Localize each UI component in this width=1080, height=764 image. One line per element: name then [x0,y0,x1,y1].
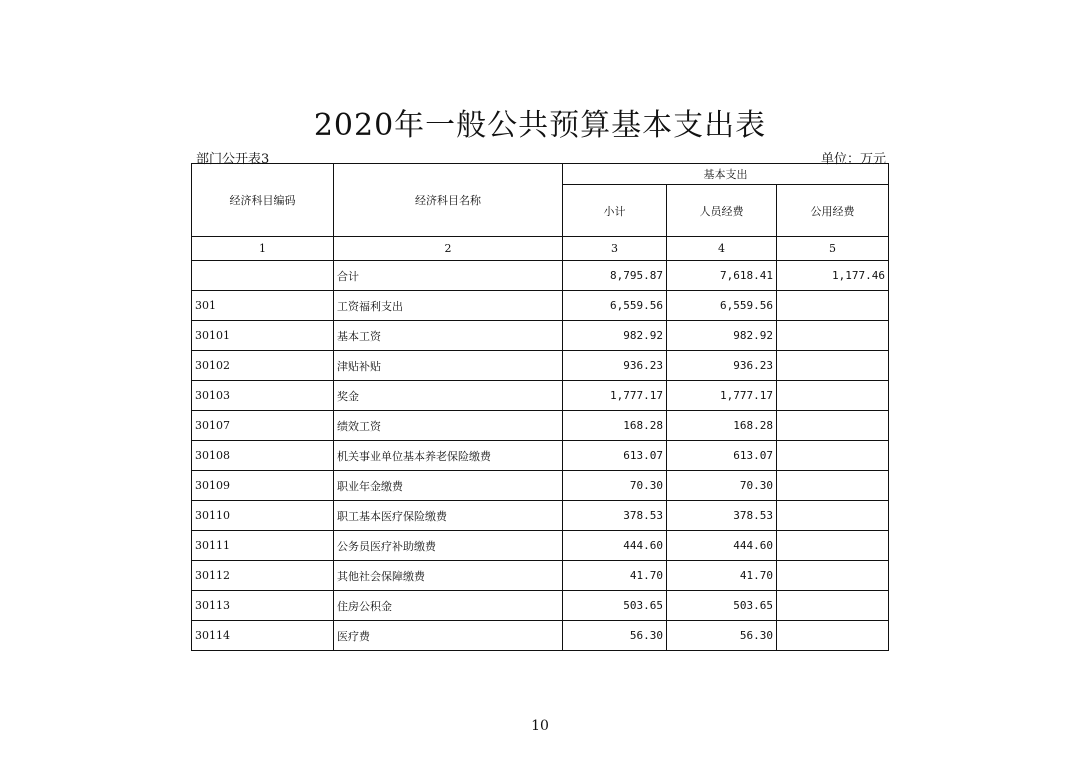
cell-personnel: 503.65 [667,591,777,621]
header-personnel: 人员经费 [667,185,777,237]
table-row [192,531,889,561]
cell-name: 奖金 [334,381,563,411]
cell-name: 职工基本医疗保险缴费 [334,501,563,531]
table-row [192,411,889,441]
cell-name: 绩效工资 [334,411,563,441]
cell-personnel: 613.07 [667,441,777,471]
cell-code [192,261,334,291]
cell-public [777,501,889,531]
cell-subtotal: 982.92 [563,321,667,351]
cell-personnel: 444.60 [667,531,777,561]
cell-name: 合计 [334,261,563,291]
cell-name: 基本工资 [334,321,563,351]
cell-code: 30101 [192,321,334,351]
table-row [192,381,889,411]
header-public: 公用经费 [777,185,889,237]
cell-code: 301 [192,291,334,321]
table-row [192,291,889,321]
cell-public [777,621,889,651]
cell-personnel: 168.28 [667,411,777,441]
cell-subtotal: 70.30 [563,471,667,501]
cell-personnel: 7,618.41 [667,261,777,291]
cell-public [777,411,889,441]
cell-personnel: 1,777.17 [667,381,777,411]
cell-code: 30108 [192,441,334,471]
table-row-total [192,261,889,291]
cell-subtotal: 936.23 [563,351,667,381]
table-row [192,321,889,351]
cell-personnel: 6,559.56 [667,291,777,321]
cell-subtotal: 56.30 [563,621,667,651]
cell-code: 30110 [192,501,334,531]
cell-subtotal: 1,777.17 [563,381,667,411]
page-number: 10 [531,718,549,734]
table-number: 部门公开表3 [196,152,270,167]
cell-name: 津贴补贴 [334,351,563,381]
cell-code: 30103 [192,381,334,411]
cell-public [777,351,889,381]
cell-public [777,471,889,501]
cell-public [777,441,889,471]
cell-subtotal: 444.60 [563,531,667,561]
cell-name: 住房公积金 [334,591,563,621]
col-number: 5 [777,237,889,261]
cell-subtotal: 503.65 [563,591,667,621]
cell-name: 职业年金缴费 [334,471,563,501]
col-number: 2 [334,237,563,261]
table-row [192,501,889,531]
cell-personnel: 936.23 [667,351,777,381]
cell-name: 工资福利支出 [334,291,563,321]
cell-subtotal: 6,559.56 [563,291,667,321]
cell-subtotal: 613.07 [563,441,667,471]
cell-subtotal: 378.53 [563,501,667,531]
cell-code: 30111 [192,531,334,561]
cell-personnel: 41.70 [667,561,777,591]
cell-code: 30112 [192,561,334,591]
table-row [192,471,889,501]
cell-public: 1,177.46 [777,261,889,291]
cell-code: 30107 [192,411,334,441]
col-number: 1 [192,237,334,261]
cell-public [777,321,889,351]
cell-name: 其他社会保障缴费 [334,561,563,591]
header-subtotal: 小计 [563,185,667,237]
cell-name: 机关事业单位基本养老保险缴费 [334,441,563,471]
page-title: 2020年一般公共预算基本支出表 [313,108,767,143]
table-row [192,561,889,591]
cell-public [777,591,889,621]
cell-code: 30114 [192,621,334,651]
cell-subtotal: 41.70 [563,561,667,591]
col-number: 4 [667,237,777,261]
cell-public [777,291,889,321]
cell-code: 30113 [192,591,334,621]
cell-personnel: 378.53 [667,501,777,531]
header-name: 经济科目名称 [334,164,563,237]
cell-personnel: 70.30 [667,471,777,501]
header-code: 经济科目编码 [192,164,334,237]
table-row [192,351,889,381]
table-row [192,591,889,621]
unit-label: 单位：万元 [820,152,886,167]
cell-public [777,381,889,411]
cell-code: 30102 [192,351,334,381]
cell-name: 医疗费 [334,621,563,651]
table-row [192,621,889,651]
table-row [192,441,889,471]
cell-subtotal: 168.28 [563,411,667,441]
cell-code: 30109 [192,471,334,501]
col-number: 3 [563,237,667,261]
header-group-basic: 基本支出 [563,164,889,185]
cell-personnel: 982.92 [667,321,777,351]
cell-name: 公务员医疗补助缴费 [334,531,563,561]
cell-public [777,531,889,561]
cell-subtotal: 8,795.87 [563,261,667,291]
cell-public [777,561,889,591]
budget-table [191,163,889,651]
cell-personnel: 56.30 [667,621,777,651]
